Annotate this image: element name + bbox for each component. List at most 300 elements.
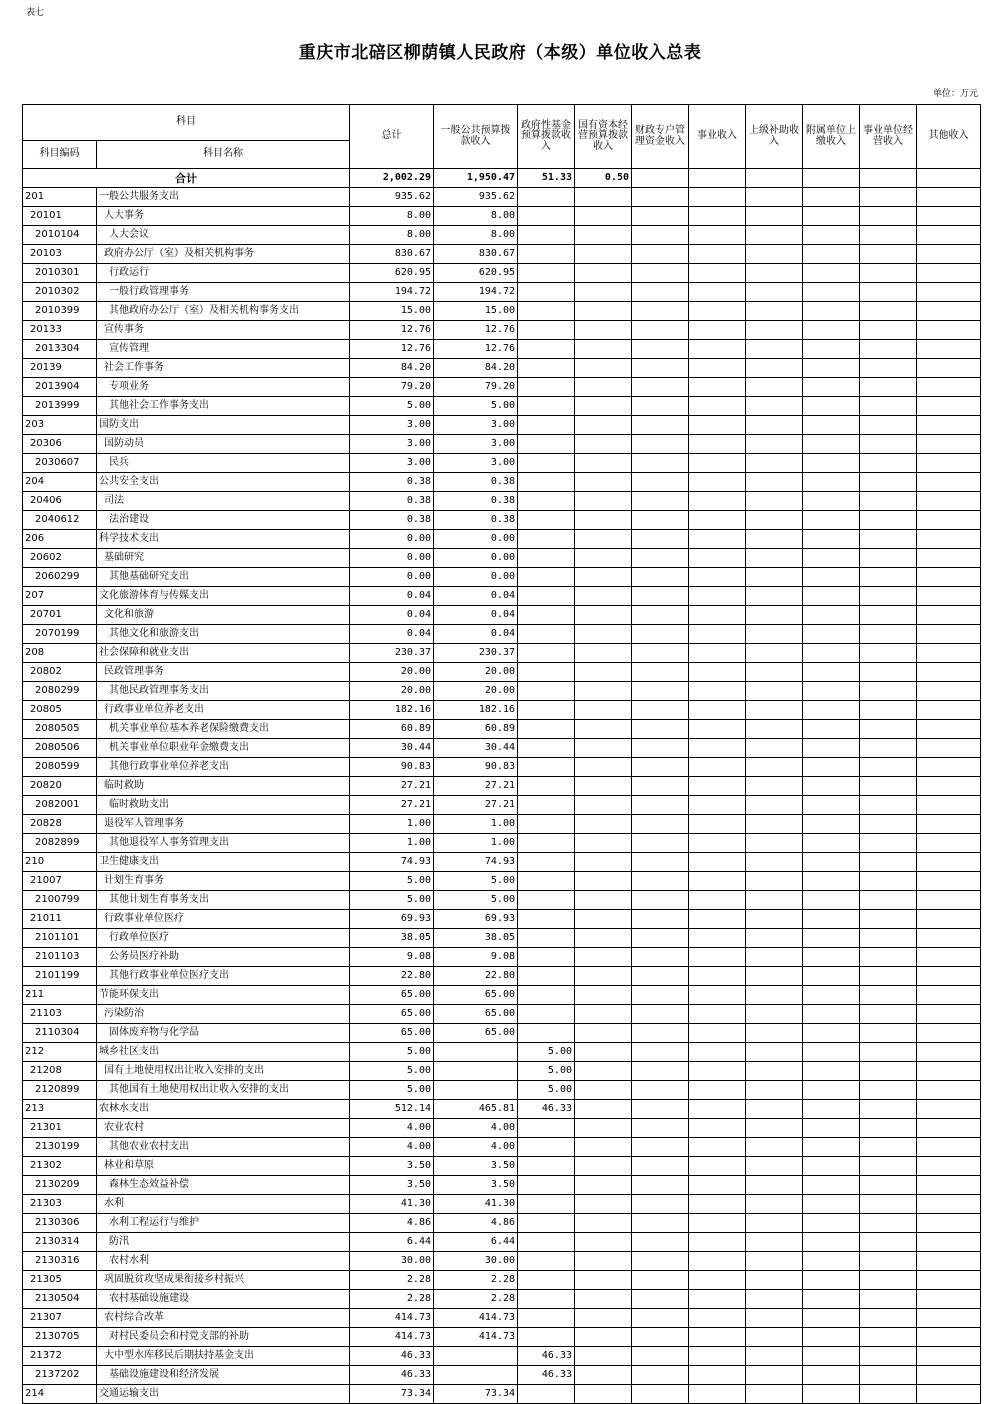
amount-cell: 4.86 xyxy=(350,1214,434,1233)
table-row xyxy=(23,1138,981,1157)
amount-cell xyxy=(803,511,860,530)
amount-cell xyxy=(575,1176,632,1195)
amount-cell: 1.00 xyxy=(350,834,434,853)
amount-cell xyxy=(746,1233,803,1252)
amount-cell xyxy=(575,739,632,758)
amount-cell xyxy=(575,929,632,948)
amount-cell: 2.28 xyxy=(434,1271,518,1290)
amount-cell xyxy=(518,511,575,530)
amount-cell xyxy=(746,1043,803,1062)
amount-cell xyxy=(803,264,860,283)
subject-name: 其他文化和旅游支出 xyxy=(97,625,350,644)
amount-cell xyxy=(803,853,860,872)
amount-cell xyxy=(518,929,575,948)
amount-cell xyxy=(746,511,803,530)
table-row xyxy=(23,1309,981,1328)
table-row xyxy=(23,1252,981,1271)
amount-cell: 5.00 xyxy=(434,397,518,416)
subject-name: 文化旅游体育与传媒支出 xyxy=(97,587,350,606)
amount-cell xyxy=(575,1062,632,1081)
amount-cell: 46.33 xyxy=(350,1366,434,1385)
table-row xyxy=(23,891,981,910)
amount-cell xyxy=(689,1366,746,1385)
amount-cell: 5.00 xyxy=(434,891,518,910)
amount-cell xyxy=(746,568,803,587)
amount-cell: 3.50 xyxy=(434,1176,518,1195)
amount-cell xyxy=(518,891,575,910)
amount-cell xyxy=(689,701,746,720)
subject-name: 其他民政管理事务支出 xyxy=(97,682,350,701)
subject-name: 农村基础设施建设 xyxy=(97,1290,350,1309)
subject-name: 其他退役军人事务管理支出 xyxy=(97,834,350,853)
subject-code: 20103 xyxy=(23,245,97,264)
amount-cell: 8.00 xyxy=(434,226,518,245)
table-row xyxy=(23,739,981,758)
amount-cell xyxy=(917,720,981,739)
amount-cell xyxy=(689,777,746,796)
amount-cell: 12.76 xyxy=(434,340,518,359)
amount-cell xyxy=(803,397,860,416)
subject-code: 20828 xyxy=(23,815,97,834)
amount-cell xyxy=(860,1385,917,1404)
amount-cell xyxy=(803,359,860,378)
table-row xyxy=(23,587,981,606)
subject-code: 2101103 xyxy=(23,948,97,967)
subject-code: 21007 xyxy=(23,872,97,891)
amount-cell xyxy=(518,473,575,492)
amount-cell xyxy=(746,1214,803,1233)
subject-name: 退役军人管理事务 xyxy=(97,815,350,834)
amount-cell xyxy=(917,1252,981,1271)
subject-code: 210 xyxy=(23,853,97,872)
table-row xyxy=(23,1081,981,1100)
amount-cell xyxy=(632,492,689,511)
total-cell xyxy=(689,169,746,188)
table-row xyxy=(23,321,981,340)
amount-cell: 182.16 xyxy=(350,701,434,720)
amount-cell xyxy=(917,264,981,283)
amount-cell xyxy=(575,1138,632,1157)
amount-cell xyxy=(860,948,917,967)
amount-cell: 4.00 xyxy=(434,1138,518,1157)
amount-cell: 20.00 xyxy=(350,663,434,682)
amount-cell: 935.62 xyxy=(350,188,434,207)
amount-cell xyxy=(575,644,632,663)
amount-cell xyxy=(860,1290,917,1309)
table-row xyxy=(23,1005,981,1024)
amount-cell xyxy=(860,207,917,226)
amount-cell xyxy=(917,340,981,359)
amount-cell xyxy=(860,1176,917,1195)
amount-cell xyxy=(917,891,981,910)
table-row xyxy=(23,473,981,492)
table-row xyxy=(23,796,981,815)
amount-cell xyxy=(518,549,575,568)
amount-cell xyxy=(575,1195,632,1214)
table-row xyxy=(23,644,981,663)
amount-cell xyxy=(917,587,981,606)
amount-cell xyxy=(632,1347,689,1366)
amount-cell xyxy=(803,473,860,492)
amount-cell xyxy=(746,777,803,796)
amount-cell: 38.05 xyxy=(350,929,434,948)
amount-cell xyxy=(575,872,632,891)
page-title: 重庆市北碚区柳荫镇人民政府（本级）单位收入总表 xyxy=(298,43,702,63)
amount-cell xyxy=(689,1100,746,1119)
amount-cell xyxy=(632,1290,689,1309)
amount-cell xyxy=(746,967,803,986)
amount-cell xyxy=(689,1328,746,1347)
amount-cell xyxy=(803,739,860,758)
total-label: 合计 xyxy=(23,169,350,188)
amount-cell xyxy=(632,986,689,1005)
amount-cell: 0.00 xyxy=(434,568,518,587)
table-row xyxy=(23,1385,981,1404)
subject-code: 21208 xyxy=(23,1062,97,1081)
amount-cell xyxy=(518,321,575,340)
table-row xyxy=(23,492,981,511)
subject-name: 人大事务 xyxy=(97,207,350,226)
amount-cell xyxy=(860,1062,917,1081)
amount-cell xyxy=(860,853,917,872)
amount-cell xyxy=(860,872,917,891)
total-cell xyxy=(632,169,689,188)
amount-cell: 5.00 xyxy=(434,872,518,891)
subject-name: 司法 xyxy=(97,492,350,511)
subject-name: 其他行政事业单位医疗支出 xyxy=(97,967,350,986)
amount-cell xyxy=(575,1024,632,1043)
amount-cell xyxy=(917,492,981,511)
total-cell xyxy=(746,169,803,188)
subject-name: 农业农村 xyxy=(97,1119,350,1138)
total-row xyxy=(23,169,981,188)
subject-code: 2130316 xyxy=(23,1252,97,1271)
amount-cell xyxy=(518,454,575,473)
subject-name: 对村民委员会和村党支部的补助 xyxy=(97,1328,350,1347)
amount-cell xyxy=(632,1043,689,1062)
amount-cell: 2.28 xyxy=(350,1271,434,1290)
table-row xyxy=(23,378,981,397)
amount-cell xyxy=(746,397,803,416)
amount-cell xyxy=(803,435,860,454)
amount-cell: 414.73 xyxy=(350,1328,434,1347)
table-row xyxy=(23,606,981,625)
amount-cell xyxy=(518,359,575,378)
table-row xyxy=(23,701,981,720)
subject-name: 农村水利 xyxy=(97,1252,350,1271)
amount-cell xyxy=(746,416,803,435)
table-row xyxy=(23,1233,981,1252)
subject-code: 201 xyxy=(23,188,97,207)
amount-cell: 0.04 xyxy=(350,606,434,625)
amount-cell xyxy=(746,359,803,378)
amount-cell xyxy=(518,1214,575,1233)
amount-cell xyxy=(860,1043,917,1062)
amount-cell xyxy=(632,663,689,682)
subject-name: 机关事业单位职业年金缴费支出 xyxy=(97,739,350,758)
amount-cell: 8.00 xyxy=(350,226,434,245)
subject-name: 科学技术支出 xyxy=(97,530,350,549)
header-col: 上级补助收入 xyxy=(746,105,803,169)
amount-cell xyxy=(632,1195,689,1214)
table-row xyxy=(23,720,981,739)
amount-cell xyxy=(518,226,575,245)
amount-cell xyxy=(434,1366,518,1385)
amount-cell xyxy=(689,720,746,739)
amount-cell xyxy=(803,1195,860,1214)
amount-cell xyxy=(575,625,632,644)
amount-cell xyxy=(860,549,917,568)
amount-cell xyxy=(860,1157,917,1176)
amount-cell: 30.00 xyxy=(434,1252,518,1271)
amount-cell: 3.50 xyxy=(434,1157,518,1176)
amount-cell xyxy=(689,492,746,511)
subject-name: 公务员医疗补助 xyxy=(97,948,350,967)
subject-code: 208 xyxy=(23,644,97,663)
amount-cell xyxy=(575,663,632,682)
amount-cell xyxy=(575,606,632,625)
amount-cell xyxy=(746,340,803,359)
amount-cell xyxy=(746,929,803,948)
subject-name: 文化和旅游 xyxy=(97,606,350,625)
amount-cell xyxy=(746,549,803,568)
amount-cell xyxy=(803,815,860,834)
amount-cell: 12.76 xyxy=(350,340,434,359)
amount-cell xyxy=(917,1005,981,1024)
amount-cell: 5.00 xyxy=(350,1081,434,1100)
amount-cell xyxy=(803,1290,860,1309)
amount-cell xyxy=(689,340,746,359)
table-row xyxy=(23,625,981,644)
amount-cell xyxy=(518,587,575,606)
table-row xyxy=(23,1290,981,1309)
amount-cell xyxy=(746,530,803,549)
amount-cell xyxy=(518,264,575,283)
header-col: 总计 xyxy=(350,105,434,169)
amount-cell xyxy=(803,1252,860,1271)
amount-cell xyxy=(746,853,803,872)
amount-cell xyxy=(860,473,917,492)
table-row xyxy=(23,1100,981,1119)
amount-cell: 6.44 xyxy=(434,1233,518,1252)
amount-cell xyxy=(746,720,803,739)
amount-cell xyxy=(917,416,981,435)
amount-cell xyxy=(689,1214,746,1233)
amount-cell xyxy=(917,378,981,397)
amount-cell: 30.44 xyxy=(434,739,518,758)
amount-cell: 22.80 xyxy=(350,967,434,986)
amount-cell xyxy=(689,948,746,967)
amount-cell: 830.67 xyxy=(434,245,518,264)
subject-name: 农村综合改革 xyxy=(97,1309,350,1328)
header-name: 科目名称 xyxy=(97,141,350,169)
amount-cell xyxy=(689,397,746,416)
subject-name: 计划生育事务 xyxy=(97,872,350,891)
amount-cell xyxy=(575,1043,632,1062)
table-row xyxy=(23,340,981,359)
subject-name: 公共安全支出 xyxy=(97,473,350,492)
amount-cell xyxy=(917,1309,981,1328)
subject-code: 207 xyxy=(23,587,97,606)
amount-cell: 194.72 xyxy=(434,283,518,302)
amount-cell xyxy=(689,1062,746,1081)
amount-cell xyxy=(746,1100,803,1119)
amount-cell xyxy=(689,625,746,644)
header-col: 事业单位经营收入 xyxy=(860,105,917,169)
amount-cell xyxy=(632,245,689,264)
amount-cell xyxy=(803,796,860,815)
header-col: 一般公共预算拨款收入 xyxy=(434,105,518,169)
table-row xyxy=(23,1043,981,1062)
amount-cell xyxy=(746,378,803,397)
amount-cell xyxy=(803,1062,860,1081)
amount-cell: 27.21 xyxy=(350,796,434,815)
amount-cell xyxy=(632,549,689,568)
amount-cell xyxy=(803,416,860,435)
amount-cell xyxy=(689,188,746,207)
amount-cell: 9.08 xyxy=(434,948,518,967)
amount-cell xyxy=(518,568,575,587)
amount-cell: 3.00 xyxy=(434,454,518,473)
amount-cell xyxy=(803,549,860,568)
amount-cell: 4.00 xyxy=(434,1119,518,1138)
amount-cell xyxy=(575,587,632,606)
amount-cell xyxy=(632,302,689,321)
amount-cell xyxy=(518,758,575,777)
subject-code: 2110304 xyxy=(23,1024,97,1043)
amount-cell xyxy=(746,1062,803,1081)
amount-cell xyxy=(860,1328,917,1347)
total-cell: 1,950.47 xyxy=(434,169,518,188)
amount-cell: 41.30 xyxy=(434,1195,518,1214)
amount-cell xyxy=(689,435,746,454)
amount-cell: 8.00 xyxy=(350,207,434,226)
table-row xyxy=(23,283,981,302)
subject-name: 政府办公厅（室）及相关机构事务 xyxy=(97,245,350,264)
amount-cell xyxy=(518,397,575,416)
amount-cell xyxy=(518,644,575,663)
amount-cell xyxy=(689,1271,746,1290)
amount-cell: 46.33 xyxy=(518,1347,575,1366)
amount-cell xyxy=(746,587,803,606)
amount-cell xyxy=(632,454,689,473)
subject-name: 行政运行 xyxy=(97,264,350,283)
subject-code: 20139 xyxy=(23,359,97,378)
amount-cell: 0.38 xyxy=(350,492,434,511)
amount-cell xyxy=(575,378,632,397)
subject-code: 2010301 xyxy=(23,264,97,283)
amount-cell xyxy=(518,1119,575,1138)
amount-cell xyxy=(518,682,575,701)
amount-cell xyxy=(860,758,917,777)
subject-name: 水利 xyxy=(97,1195,350,1214)
table-row xyxy=(23,682,981,701)
amount-cell xyxy=(917,207,981,226)
amount-cell xyxy=(575,530,632,549)
table-row xyxy=(23,1062,981,1081)
subject-code: 213 xyxy=(23,1100,97,1119)
total-cell: 51.33 xyxy=(518,169,575,188)
amount-cell xyxy=(689,416,746,435)
amount-cell xyxy=(434,1062,518,1081)
subject-code: 20406 xyxy=(23,492,97,511)
amount-cell xyxy=(632,435,689,454)
amount-cell xyxy=(803,606,860,625)
amount-cell xyxy=(575,986,632,1005)
amount-cell: 0.04 xyxy=(434,587,518,606)
subject-name: 行政单位医疗 xyxy=(97,929,350,948)
amount-cell xyxy=(575,701,632,720)
amount-cell xyxy=(518,796,575,815)
amount-cell xyxy=(434,1081,518,1100)
amount-cell xyxy=(632,853,689,872)
amount-cell: 84.20 xyxy=(434,359,518,378)
amount-cell xyxy=(917,1024,981,1043)
table-row xyxy=(23,777,981,796)
amount-cell xyxy=(917,872,981,891)
subject-code: 212 xyxy=(23,1043,97,1062)
subject-code: 2010399 xyxy=(23,302,97,321)
amount-cell: 0.38 xyxy=(434,511,518,530)
amount-cell xyxy=(632,1005,689,1024)
amount-cell: 60.89 xyxy=(434,720,518,739)
amount-cell xyxy=(632,1385,689,1404)
amount-cell xyxy=(632,625,689,644)
table-row xyxy=(23,872,981,891)
amount-cell xyxy=(860,1252,917,1271)
amount-cell xyxy=(917,1081,981,1100)
amount-cell xyxy=(803,1138,860,1157)
amount-cell xyxy=(518,948,575,967)
table-row xyxy=(23,359,981,378)
amount-cell xyxy=(860,815,917,834)
amount-cell: 1.00 xyxy=(350,815,434,834)
amount-cell xyxy=(689,359,746,378)
subject-code: 2101199 xyxy=(23,967,97,986)
amount-cell xyxy=(917,568,981,587)
amount-cell xyxy=(518,245,575,264)
amount-cell xyxy=(803,568,860,587)
amount-cell xyxy=(632,1024,689,1043)
amount-cell xyxy=(917,701,981,720)
subject-code: 2082001 xyxy=(23,796,97,815)
amount-cell xyxy=(518,492,575,511)
amount-cell xyxy=(746,1309,803,1328)
subject-name: 农林水支出 xyxy=(97,1100,350,1119)
amount-cell: 12.76 xyxy=(434,321,518,340)
subject-code: 2130199 xyxy=(23,1138,97,1157)
amount-cell xyxy=(575,967,632,986)
amount-cell xyxy=(917,1271,981,1290)
amount-cell xyxy=(860,1005,917,1024)
amount-cell xyxy=(860,682,917,701)
amount-cell: 27.21 xyxy=(434,777,518,796)
amount-cell xyxy=(917,321,981,340)
subject-code: 20820 xyxy=(23,777,97,796)
amount-cell xyxy=(632,910,689,929)
amount-cell xyxy=(632,1138,689,1157)
amount-cell xyxy=(917,1157,981,1176)
amount-cell: 65.00 xyxy=(434,1005,518,1024)
amount-cell xyxy=(689,1290,746,1309)
amount-cell: 0.38 xyxy=(434,492,518,511)
amount-cell xyxy=(689,1119,746,1138)
amount-cell xyxy=(689,663,746,682)
amount-cell: 5.00 xyxy=(350,891,434,910)
amount-cell xyxy=(860,986,917,1005)
amount-cell xyxy=(632,473,689,492)
amount-cell: 465.81 xyxy=(434,1100,518,1119)
